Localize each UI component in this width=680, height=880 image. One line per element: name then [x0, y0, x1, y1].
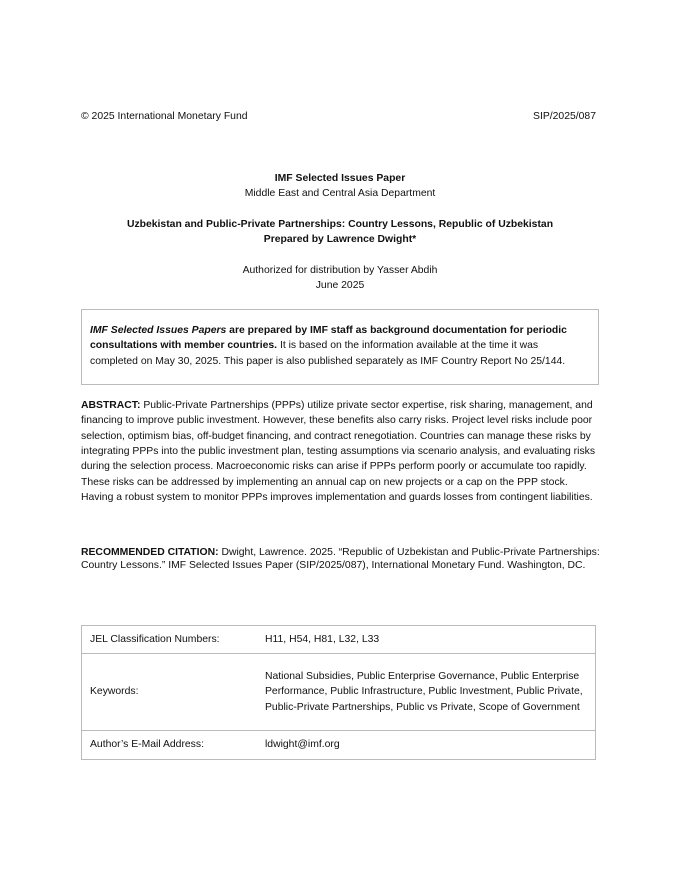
row-label: JEL Classification Numbers:: [82, 626, 266, 654]
citation-text: Dwight, Lawrence. 2025. “Republic of Uzbekistan and Public-Private Partnerships: Country Lessons.” IMF Selected Issues Paper (SIP/2025/087), International Monetary Fund. Washington, DC.: [81, 547, 600, 571]
row-label: Author’s E-Mail Address:: [82, 731, 266, 760]
table-row: [82, 654, 596, 731]
notice-bold: are prepared by IMF staff as background documentation for periodic consultations with member countries.: [90, 325, 567, 352]
authorized-by: Authorized for distribution by Yasser Abdih: [242, 265, 438, 276]
notice-lead: IMF Selected Issues Papers: [90, 325, 227, 336]
abstract: [81, 398, 601, 505]
paper-title: Uzbekistan and Public-Private Partnerships: Country Lessons, Republic of Uzbekistan: [126, 219, 554, 230]
abstract-label: ABSTRACT:: [81, 400, 141, 411]
department: Middle East and Central Asia Department: [244, 188, 436, 199]
notice-text: [90, 323, 586, 369]
row-value: National Subsidies, Public Enterprise Governance, Public Enterprise Performance, Public Infrastructure, Public Investment, Public Private, Public-Private Partnerships, Public vs Private, Scope of Government: [265, 654, 596, 731]
date: June 2025: [315, 280, 365, 291]
info-table: [81, 625, 596, 760]
abstract-text: Public-Private Partnerships (PPPs) utilize private sector expertise, risk sharing, management, and financing to improve public investment. However, these benefits also carry risks. Project level risks include poor selection, optimism bias, off-budget financing, and contract renegotiation. Countries can manage these risks by integrating PPPs into the public investment plan, testing assumptions via scenario analysis, and evaluating risks during the selection process. Macroeconomic risks can arise if PPPs perform poorly or accumulate too rapidly. These risks can be addressed by implementing an annual cap on new projects or a cap on the PPP stock. Having a robust system to monitor PPPs improves implementation and guards losses from contingent liabilities.: [81, 400, 596, 504]
notice-box: [81, 309, 599, 385]
paper-id: SIP/2025/087: [533, 111, 596, 122]
table-row: [82, 626, 596, 654]
table-row: [82, 731, 596, 760]
notice-body: It is based on the information available at the time it was completed on May 30, 2025. This paper is also published separately as IMF Country Report No 25/144.: [90, 340, 566, 367]
copyright: © 2025 International Monetary Fund: [81, 111, 248, 122]
series-title: IMF Selected Issues Paper: [274, 173, 406, 184]
row-value: H11, H54, H81, L32, L33: [265, 626, 596, 654]
citation: [81, 547, 601, 572]
citation-label: RECOMMENDED CITATION:: [81, 547, 219, 558]
row-label: Keywords:: [82, 654, 266, 731]
email-link[interactable]: ldwight@imf.org: [265, 731, 596, 760]
author-line: Prepared by Lawrence Dwight*: [263, 234, 417, 245]
